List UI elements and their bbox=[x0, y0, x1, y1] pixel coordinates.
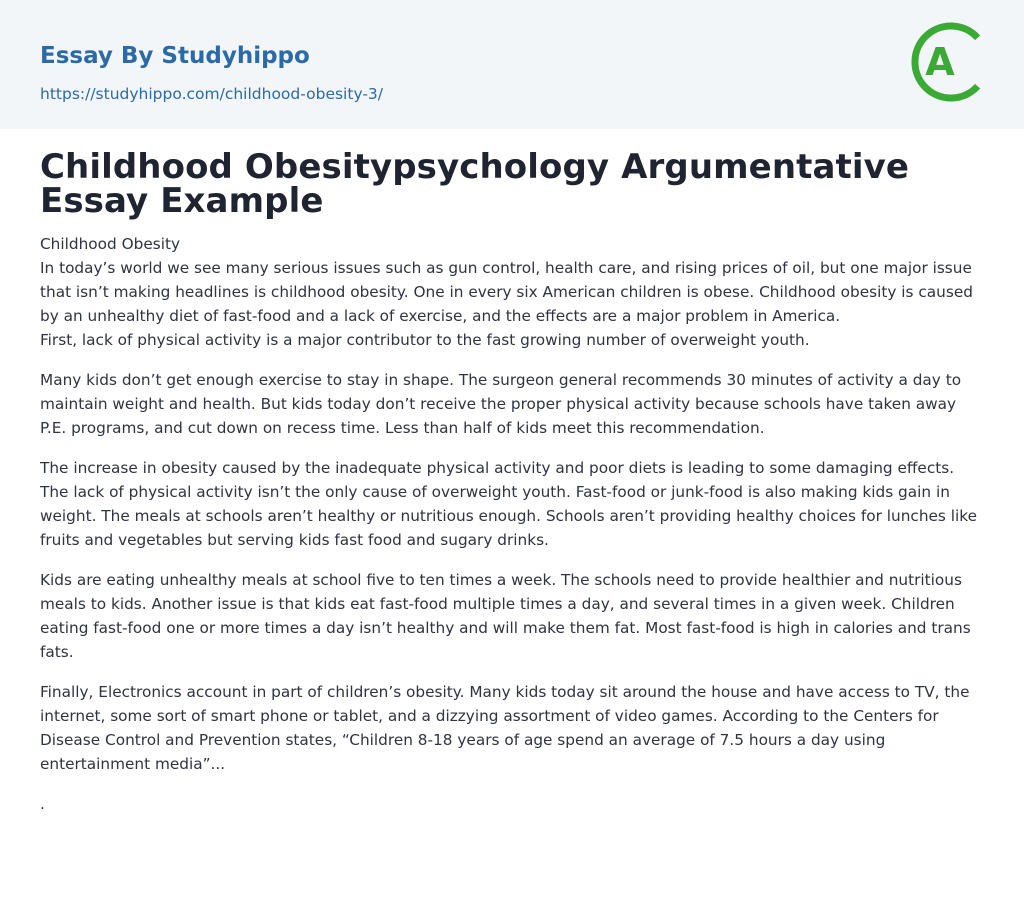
paragraph: In today’s world we see many serious issues such as gun control, health care, and rising prices of oil, but one major issue that isn’t making headlines is childhood obesity. One in every six American children is obese. Childhood obesity is caused by an unhealthy diet of fast-food and a lack of exercise, and the effects are a major problem in America. bbox=[40, 259, 973, 325]
source-url-link[interactable]: https://studyhippo.com/childhood-obesity-3/ bbox=[40, 85, 384, 103]
brand-title[interactable]: Essay By Studyhippo bbox=[40, 43, 310, 69]
paragraph: First, lack of physical activity is a major contributor to the fast growing number of overweight youth. bbox=[40, 331, 810, 349]
paragraph: The lack of physical activity isn’t the only cause of overweight youth. Fast-food or junk-food is also making kids gain in weight. The meals at schools aren’t healthy or nutritious enough. Schools aren’t providing healthy choices for lunches like fruits and vegetables but serving kids fast food and sugary drinks. bbox=[40, 483, 977, 549]
studyhippo-logo-icon[interactable] bbox=[910, 19, 988, 105]
page-title: Childhood Obesitypsychology Argumentative Essay Example bbox=[40, 147, 910, 221]
paragraph: Kids are eating unhealthy meals at school five to ten times a week. The schools need to provide healthier and nutritious meals to kids. Another issue is that kids eat fast-food multiple times a day, and several times in a given week. Children eating fast-food one or more times a day isn’t healthy and will make them fat. Most fast-food is high in calories and trans fats. bbox=[40, 571, 971, 661]
article-body bbox=[40, 232, 986, 816]
paragraph: Finally, Electronics account in part of children’s obesity. Many kids today sit around the house and have access to TV, the internet, some sort of smart phone or tablet, and a dizzying assortment of video games. According to the Centers for Disease Control and Prevention states, “Children 8-18 years of age spend an average of 7.5 hours a day using entertainment media”... bbox=[40, 683, 970, 773]
paragraph: Many kids don’t get enough exercise to stay in shape. The surgeon general recommends 30 minutes of activity a day to maintain weight and health. But kids today don’t receive the proper physical activity because schools have taken away P.E. programs, and cut down on recess time. Less than half of kids meet this recommendation. bbox=[40, 371, 962, 437]
paragraph: The increase in obesity caused by the inadequate physical activity and poor diets is leading to some damaging effects. bbox=[40, 459, 955, 477]
article bbox=[40, 147, 986, 816]
logo-letter: A bbox=[925, 40, 955, 84]
trailing-dot: . bbox=[40, 795, 45, 813]
article-subtitle: Childhood Obesity bbox=[40, 235, 181, 253]
site-header bbox=[0, 0, 1024, 129]
